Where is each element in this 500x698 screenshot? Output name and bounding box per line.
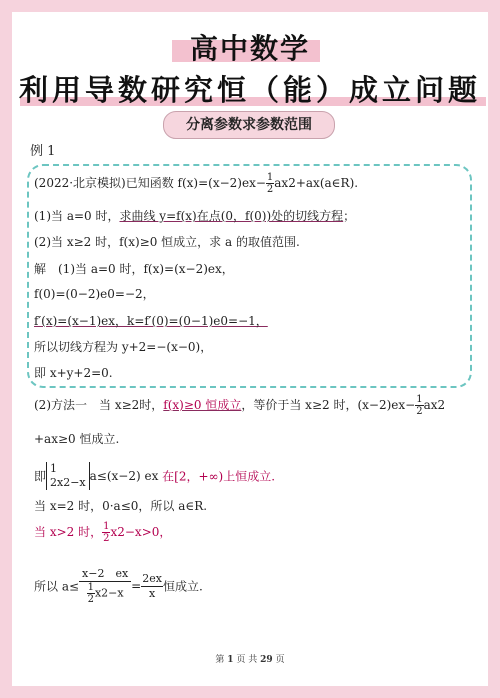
q1-suffix: ； xyxy=(343,209,356,223)
solution-line-5: 即 x+y+2=0. xyxy=(34,366,113,380)
big-frac-den xyxy=(79,582,131,605)
problem-part2: ax2+ax(a∈R). xyxy=(274,176,359,190)
m3-red: 在[2，+∞)上恒成立. xyxy=(158,469,276,484)
den-suffix: x2−x xyxy=(94,586,124,600)
solution-line-1: 解 (1)当 a=0 时，f(x)=(x−2)ex， xyxy=(34,262,234,276)
m3-prefix: 即 xyxy=(34,469,47,484)
frac-den: 2 xyxy=(266,184,274,195)
problem-part1: (2022·北京模拟)已知函数 f(x)=(x−2)ex− xyxy=(34,176,266,190)
frac-num: 1 xyxy=(87,582,94,593)
half-fraction xyxy=(87,582,95,605)
m6-prefix: 所以 a≤ xyxy=(34,579,80,594)
frac-den: x xyxy=(148,586,156,600)
method-line-1 xyxy=(34,394,445,417)
big-fraction xyxy=(79,567,131,605)
q1-underlined: 求曲线 y=f(x)在点(0，f(0))处的切线方程 xyxy=(119,209,344,223)
topic-pill: 分离参数求参数范围 xyxy=(163,111,335,139)
page-footer xyxy=(0,652,500,665)
m1-underlined: f(x)≥0 恒成立 xyxy=(163,398,242,412)
bracket-matrix xyxy=(46,462,90,490)
method-line-3 xyxy=(34,462,275,490)
page-subtitle: 利用导数研究恒（能）成立问题 xyxy=(18,73,481,107)
q1-prefix: (1)当 a=0 时， xyxy=(34,209,120,223)
half-fraction xyxy=(415,394,423,417)
frac-num: 1 xyxy=(416,394,423,405)
m6-end: 恒成立. xyxy=(162,579,203,594)
question-2: (2)当 x≥2 时，f(x)≥0 恒成立，求 a 的取值范围. xyxy=(34,235,300,249)
m6-eq: = xyxy=(131,579,142,593)
m3-mid: a≤(x−2) ex xyxy=(89,469,159,483)
solution-line-4: 所以切线方程为 y+2=−(x−0)， xyxy=(34,340,213,354)
footer-mid: 页 共 xyxy=(236,655,258,665)
frac-den: 2 xyxy=(416,406,423,417)
page-total: 29 xyxy=(260,655,273,665)
m5-suffix: x2−x>0， xyxy=(110,525,172,539)
m5-prefix: 当 x>2 时， xyxy=(34,525,103,539)
solution-line-2: f(0)=(0−2)e0=−2， xyxy=(34,287,155,301)
m1-prefix: (2)方法一 当 x≥2时， xyxy=(34,398,164,412)
footer-post: 页 xyxy=(275,655,285,665)
frac-den: 2 xyxy=(103,533,110,544)
method-line-6 xyxy=(34,567,203,605)
big-frac-num: x−2 ex xyxy=(79,567,131,582)
page-title: 高中数学 xyxy=(189,32,310,65)
matrix-mid: 2x2−x xyxy=(50,476,86,489)
example-label: 例 1 xyxy=(30,144,56,159)
problem-statement xyxy=(34,172,358,195)
m1-suffix: ，等价于当 x≥2 时，(x−2)ex− xyxy=(241,398,416,412)
frac-den: 2 xyxy=(87,594,94,605)
method-line-2: +ax≥0 恒成立. xyxy=(34,432,120,446)
page-number: 1 xyxy=(227,655,234,665)
footer-pre: 第 xyxy=(215,655,225,665)
question-1 xyxy=(34,207,355,224)
frac-num: 2ex xyxy=(142,571,162,585)
method-line-4: 当 x=2 时，0·a≤0，所以 a∈R. xyxy=(34,499,208,513)
second-fraction xyxy=(141,572,163,601)
solution-line-3: f′(x)=(x−1)ex，k=f′(0)=(0−1)e0=−1， xyxy=(34,314,268,328)
matrix-top: 1 xyxy=(50,462,58,475)
m1-end: ax2 xyxy=(423,398,446,412)
frac-num: 1 xyxy=(266,172,274,183)
frac-num: 1 xyxy=(103,521,110,532)
method-line-5 xyxy=(34,521,171,544)
